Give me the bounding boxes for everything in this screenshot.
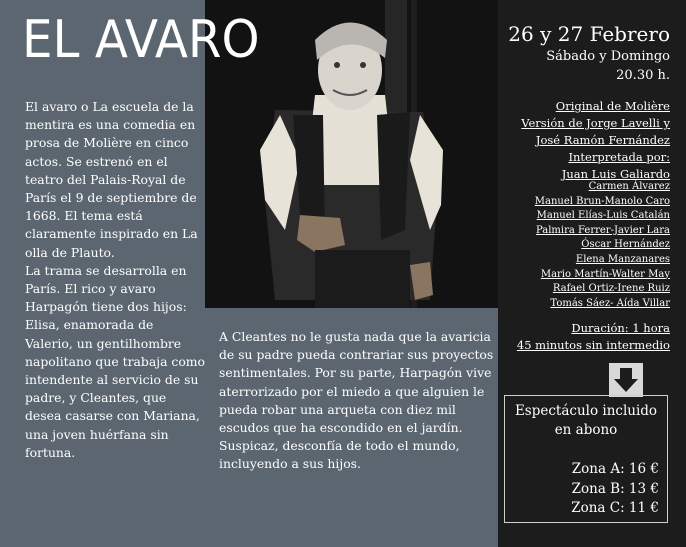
page-title: EL AVARO <box>22 10 260 70</box>
duration-line-2: 45 minutos sin intermedio <box>516 338 670 352</box>
synopsis-paragraph: A Cleantes no le gusta nada que la avaricia de su padre pueda contrariar sus proyectos sentimentales. Por su parte, Harpagón vive aterrorizado por el miedo a que alguien le pueda robar una arqueta con diez mil escudos que ha escondido en el jardín. Suspicaz, desconfía de todo el mundo, incluyendo a sus hijos. <box>219 329 494 472</box>
performance-time: 20.30 h. <box>616 68 670 83</box>
arrow-down-icon <box>609 363 643 397</box>
duration-info <box>517 320 670 354</box>
credit-line: Juan Luis Galiardo <box>561 167 670 181</box>
cast-member: Tomás Sáez- Aída Villar <box>550 297 670 309</box>
cast-member: Palmira Ferrer-Javier Lara <box>535 224 670 236</box>
credits-list <box>521 98 670 183</box>
cast-member: Manuel Brun-Manolo Caro <box>534 195 670 207</box>
synopsis-text <box>219 328 494 474</box>
credit-line: José Ramón Fernández <box>535 133 670 147</box>
credit-line: Versión de Jorge Lavelli y <box>521 116 670 130</box>
intro-paragraph-1: El avaro o La escuela de la mentira es una comedia en prosa de Molière en cinco actos. Se estrenó en el teatro del Palais-Royal de París el 9 de septiembre de 1668. El tema está claramente inspirado en La olla de Plauto. <box>25 99 198 260</box>
cast-member: Mario Martín-Walter May <box>540 268 670 280</box>
price-zone-a: Zona A: 16 € <box>571 461 659 477</box>
cast-member: Elena Manzanares <box>575 253 670 265</box>
performance-days: Sábado y Domingo <box>546 49 670 64</box>
price-zone-b: Zona B: 13 € <box>571 480 659 497</box>
abono-line-1: Espectáculo incluido <box>514 403 658 419</box>
price-zone-c: Zona C: 11 € <box>571 500 659 516</box>
cast-member: Óscar Hernández <box>581 239 670 251</box>
cast-list <box>535 180 670 311</box>
abono-line-2: en abono <box>554 422 618 438</box>
abono-box <box>504 395 668 523</box>
credit-line: Original de Molière <box>555 99 670 113</box>
intro-paragraph-2: La trama se desarrolla en París. El rico y avaro Harpagón tiene dos hijos: Elisa, enamorada de Valerio, un gentilhombre napolitano que trabaja como intendente al servicio de su padre, y Cleantes, que desea casarse con Mariana, una joven huérfana sin fortuna. <box>25 262 205 460</box>
credit-line: Interpretada por: <box>568 150 670 164</box>
intro-text <box>25 98 205 462</box>
price-list <box>571 460 659 519</box>
cast-member: Manuel Elías-Luis Catalán <box>536 210 670 222</box>
cast-member: Carmen Álvarez <box>588 181 670 192</box>
duration-line-1: Duración: 1 hora <box>571 321 670 335</box>
performance-dates: 26 y 27 Febrero <box>508 22 670 46</box>
abono-title <box>505 402 667 440</box>
cast-member: Rafael Ortiz-Irene Ruiz <box>552 283 670 295</box>
